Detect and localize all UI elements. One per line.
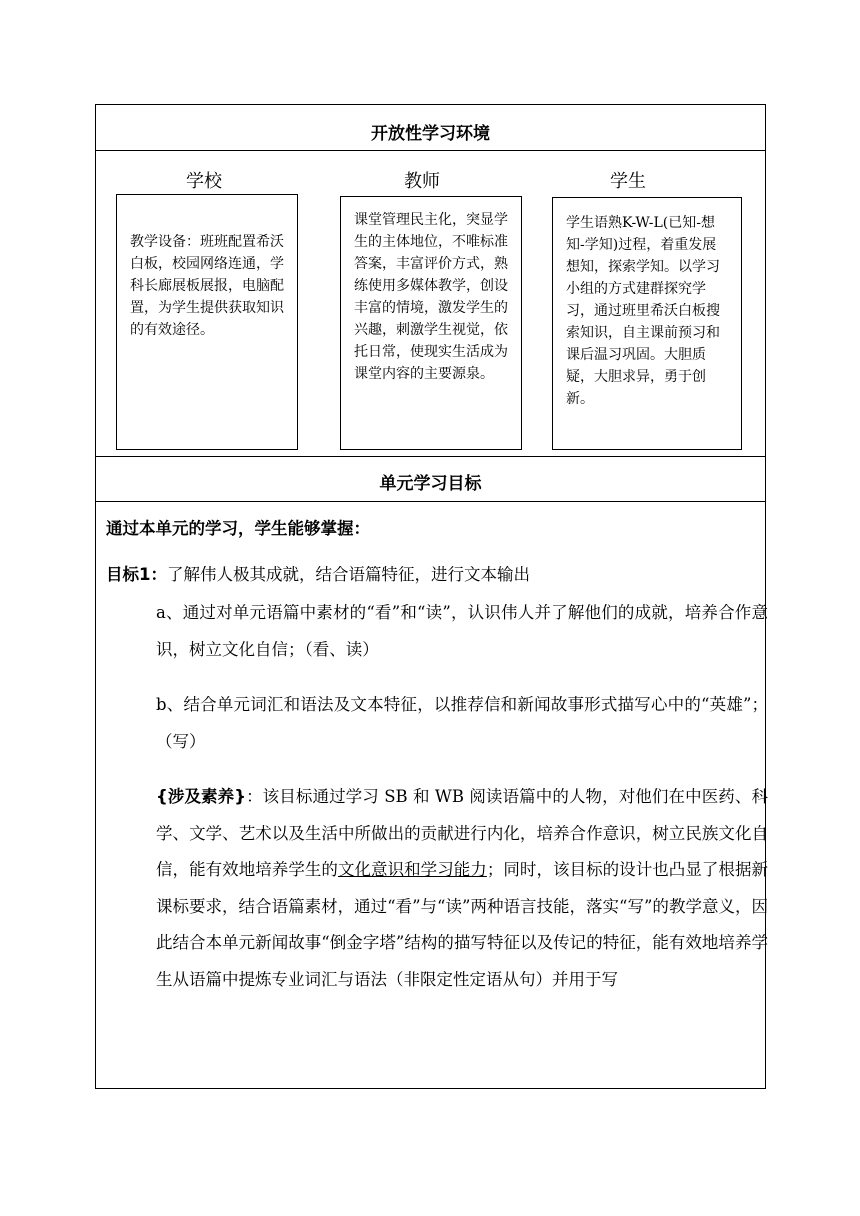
goal1-text: 了解伟人极其成就，结合语篇特征，进行文本输出 (166, 565, 530, 584)
goal-item-b: b、结合单元词汇和语法及文本特征，以推荐信和新闻故事形式描写心中的“英雄”；（写） (156, 695, 768, 751)
literacy-label: {涉及素养} (156, 787, 246, 806)
goals-title: 单元学习目标 (379, 474, 482, 494)
student-box (552, 197, 742, 450)
literacy-underline: 文化意识和学习能力 (337, 860, 487, 880)
divider (96, 150, 765, 151)
goal1-label: 目标1： (106, 565, 167, 584)
school-heading: 学校 (186, 171, 222, 192)
teacher-text: 课堂管理民主化，突显学生的主体地位，不唯标准答案，丰富评价方式，熟练使用多媒体教学，创设丰富的情境，激发学生的兴趣，刺激学生视觉，依托日常，使现实生活成为课堂内容的主要源泉。 (354, 212, 508, 382)
goal-item-a: a、通过对单元语篇中素材的“看”和“读”，认识伟人并了解他们的成就，培养合作意识，树立文化自信；（看、读） (156, 603, 768, 659)
teacher-box (340, 196, 522, 450)
student-text: 学生语熟K-W-L(已知-想知-学知)过程，着重发展想知，探索学知。以学习小组的方式建群探究学习，通过班里希沃白板搜索知识，自主课前预习和课后温习巩固。大胆质疑，大胆求异，勇于创新。 (566, 215, 720, 407)
divider (96, 501, 765, 502)
school-box (116, 194, 298, 450)
environment-title: 开放性学习环境 (371, 124, 490, 144)
student-heading: 学生 (610, 171, 646, 192)
goal1-line (106, 561, 530, 585)
literacy-paragraph (156, 779, 768, 999)
teacher-heading: 教师 (404, 171, 440, 192)
literacy-text-1: ：该目标通过学习 SB 和 WB 阅读语篇中的人物，对他们在中医药、科学、文学、艺术以及生活中所做出的贡献进行内化，培养合作意识，树立民族文化自信，能有效地培养学生的 (156, 787, 768, 880)
literacy-text-2: ；同时，该目标的设计也凸显了根据新课标要求，结合语篇素材，通过“看”与“读”两种语言技能，落实“写”的教学意义，因此结合本单元新闻故事“倒金字塔”结构的描写特征以及传记的特征，能有效地培养学生从语篇中提炼专业词汇与语法（非限定性定语从句）并用于写 (156, 860, 769, 989)
school-text: 教学设备：班班配置希沃白板，校园网络连通，学科长廊展板展报，电脑配置，为学生提供获取知识的有效途径。 (130, 234, 284, 338)
divider (96, 456, 765, 457)
learning-table (95, 104, 769, 1089)
goals-intro: 通过本单元的学习，学生能够掌握： (106, 519, 370, 538)
